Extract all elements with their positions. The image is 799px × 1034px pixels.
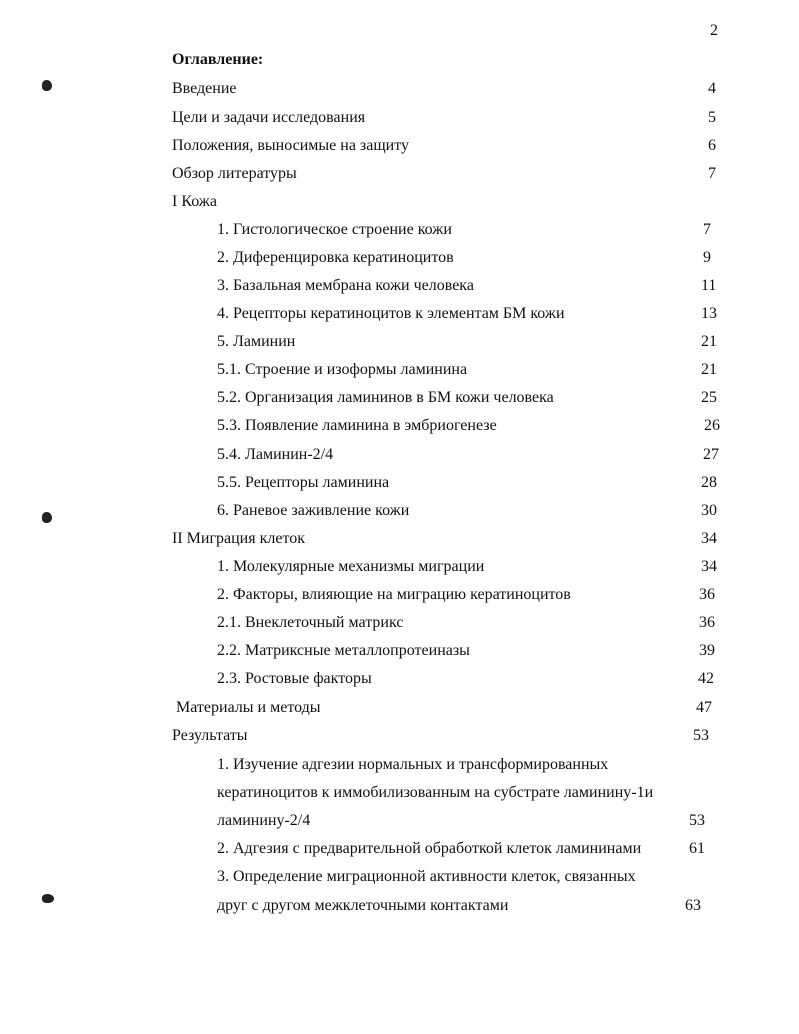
toc-entry-label: 5.4. Ламинин-2/4 [217,446,334,463]
toc-entry-page: 39 [699,642,715,659]
toc-entry-page: 42 [698,670,714,687]
toc-entry-label: 5.1. Строение и изоформы ламинина [217,361,468,378]
toc-entry-label: 2.2. Матриксные металлопротеиназы [217,642,470,659]
toc-entry-page: 61 [689,840,705,857]
toc-entry-label: ламинину-2/4 [217,812,311,829]
toc-entry-label: 2.1. Внеклеточный матрикс [217,614,404,631]
toc-entry-label: 2. Диференцировка кератиноцитов [217,249,454,266]
toc-entry-label: 3. Базальная мембрана кожи человека [217,277,474,294]
toc-entry-page: 27 [703,446,719,463]
toc-entry-label: Результаты [172,727,248,744]
page-number: 2 [710,22,718,39]
toc-entry-label: 2. Факторы, влияющие на миграцию кератиноцитов [217,586,571,603]
toc-entry-page: 53 [689,812,705,829]
toc-heading: Оглавление: [172,51,264,68]
toc-entry-label: II Миграция клеток [172,530,306,547]
toc-entry-label: кератиноцитов к иммобилизованным на субстрате ламинину-1и [217,784,654,801]
binding-mark-top [42,80,52,91]
toc-entry-page: 6 [708,137,716,154]
toc-entry-page: 34 [701,558,717,575]
toc-entry-label: 1. Гистологическое строение кожи [217,221,452,238]
toc-entry-label: 4. Рецепторы кератиноцитов к элементам БМ кожи [217,305,565,322]
toc-entry-label: 2.3. Ростовые факторы [217,670,372,687]
toc-entry-label: Цели и задачи исследования [172,109,366,126]
toc-entry-page: 34 [701,530,717,547]
toc-entry-label: Введение [172,80,237,97]
toc-entry-label: друг с другом межклеточными контактами [217,897,509,914]
toc-entry-label: I Кожа [172,193,217,210]
toc-entry-page: 21 [701,333,717,350]
toc-entry-page: 63 [685,897,701,914]
toc-entry-label: 6. Раневое заживление кожи [217,502,410,519]
toc-entry-label: 1. Изучение адгезии нормальных и трансформированных [217,756,609,773]
toc-entry-label: 5.5. Рецепторы ламинина [217,474,390,491]
toc-entry-label: Материалы и методы [176,699,321,716]
toc-entry-page: 28 [701,474,717,491]
toc-entry-label: 1. Молекулярные механизмы миграции [217,558,485,575]
toc-entry-page: 7 [708,165,716,182]
toc-entry-page: 13 [701,305,717,322]
toc-entry-page: 53 [693,727,709,744]
toc-entry-page: 47 [696,699,712,716]
toc-entry-label: Обзор литературы [172,165,297,182]
toc-entry-page: 9 [703,249,711,266]
toc-entry-label: 5.2. Организация ламининов в БМ кожи человека [217,389,554,406]
toc-entry-page: 25 [701,389,717,406]
toc-entry-page: 5 [708,109,716,126]
toc-entry-page: 11 [701,277,717,294]
toc-entry-page: 7 [703,221,711,238]
binding-mark-middle [42,512,52,523]
toc-entry-label: 5. Ламинин [217,333,296,350]
toc-entry-label: 2. Адгезия с предварительной обработкой клеток ламининами [217,840,642,857]
toc-entry-page: 21 [701,361,717,378]
binding-mark-bottom [42,894,54,903]
toc-entry-label: Положения, выносимые на защиту [172,137,410,154]
toc-entry-page: 26 [704,417,720,434]
toc-entry-label: 3. Определение миграционной активности клеток, связанных [217,868,636,885]
toc-entry-page: 36 [699,614,715,631]
toc-entry-page: 36 [699,586,715,603]
toc-entry-page: 30 [701,502,717,519]
toc-entry-label: 5.3. Появление ламинина в эмбриогенезе [217,417,497,434]
toc-entry-page: 4 [708,80,716,97]
